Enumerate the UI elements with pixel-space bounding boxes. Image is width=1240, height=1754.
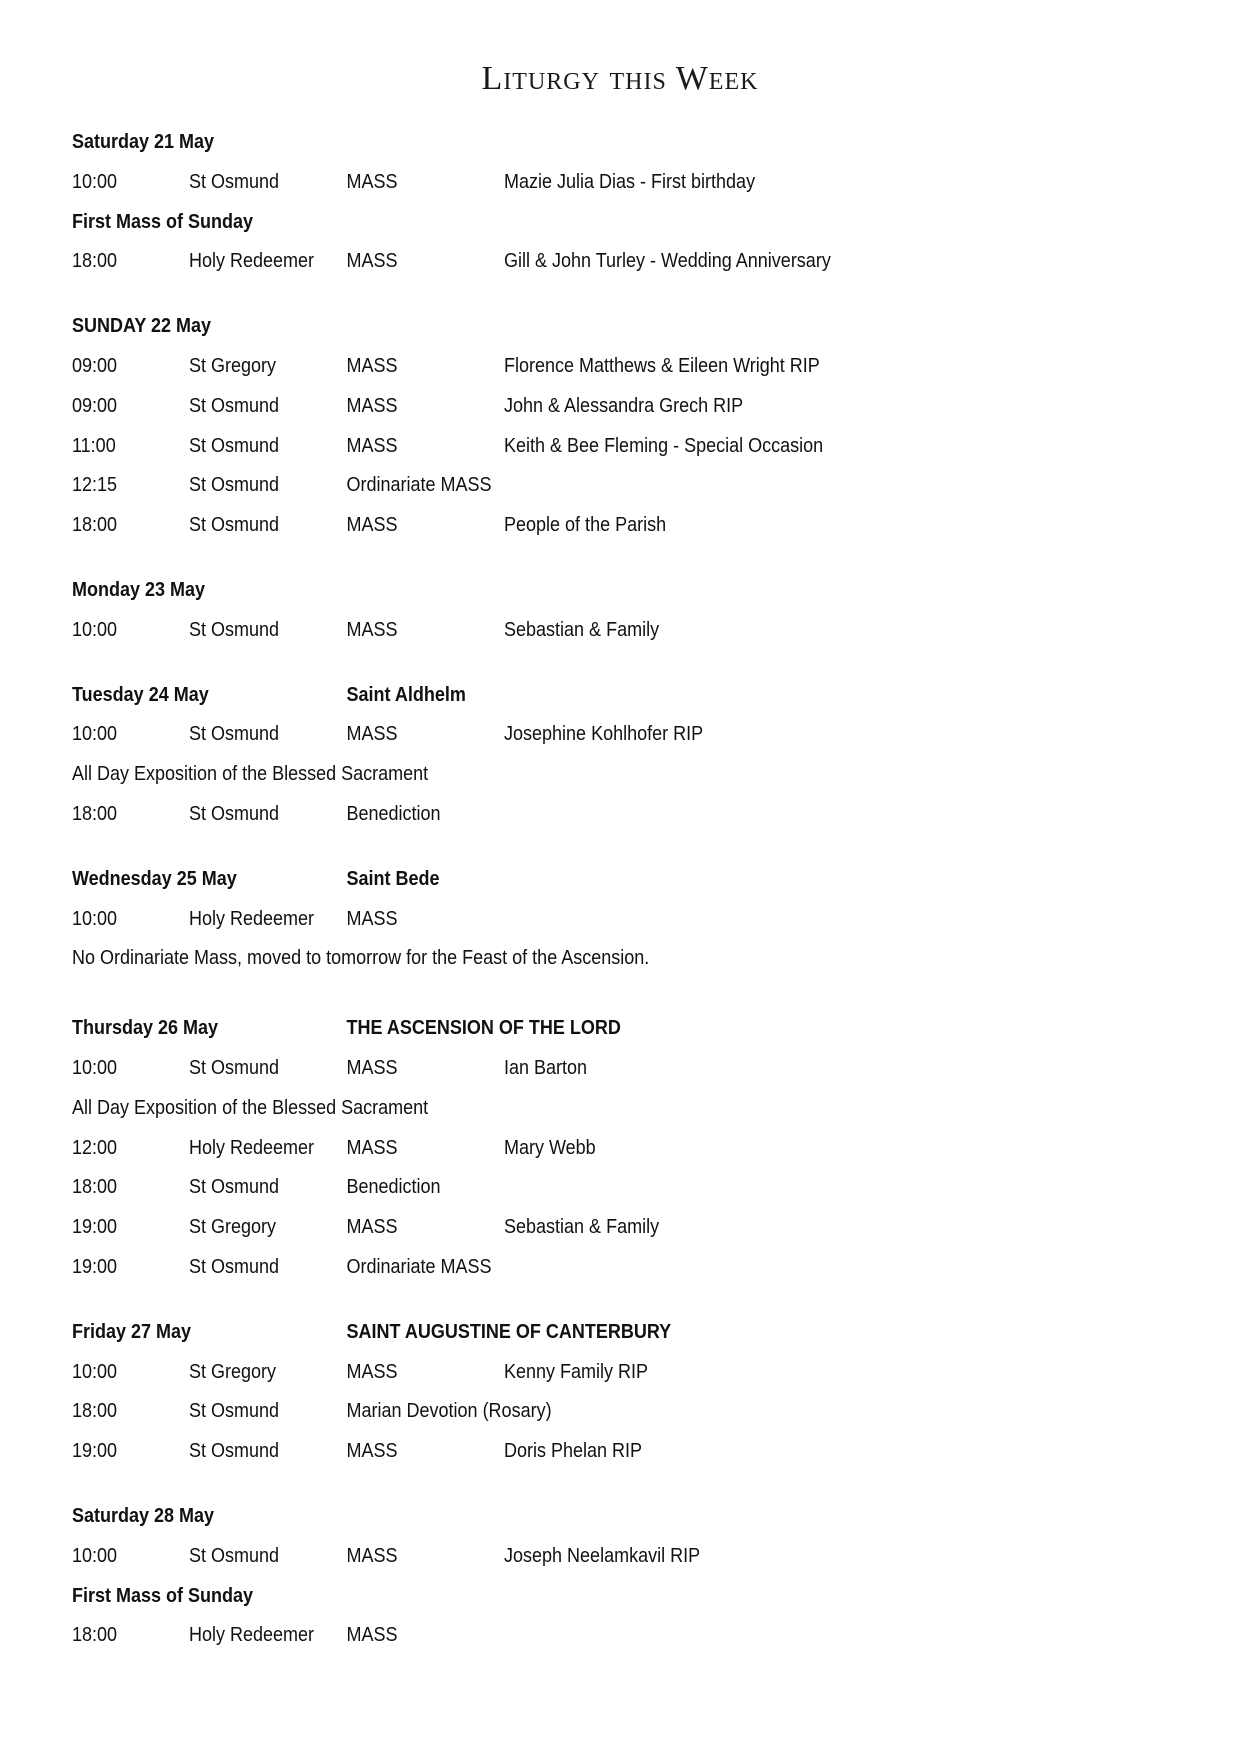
service-type: MASS (346, 1136, 398, 1159)
service-time: 10:00 (72, 1057, 118, 1079)
service-row (72, 431, 1062, 461)
service-row (72, 351, 1062, 381)
church-name: St Osmund (189, 1440, 280, 1463)
service-type: MASS (346, 394, 398, 417)
note-text: All Day Exposition of the Blessed Sacrament (72, 1096, 429, 1119)
day-heading: Monday 23 May (72, 579, 206, 601)
service-row (72, 719, 1062, 749)
service-time: 11:00 (72, 434, 116, 457)
service-type: MASS (346, 723, 398, 746)
note-row (72, 1093, 1062, 1123)
service-row (72, 615, 1062, 645)
service-type: MASS (346, 1360, 398, 1383)
service-time: 10:00 (72, 723, 118, 746)
church-name: Holy Redeemer (189, 250, 315, 273)
day-heading-row (72, 680, 1062, 710)
service-row (72, 1620, 1062, 1650)
note-row (72, 943, 1062, 973)
service-type: MASS (346, 434, 398, 457)
service-type: Marian Devotion (Rosary) (346, 1400, 552, 1423)
day-heading: Wednesday 25 May (72, 867, 237, 890)
service-type: Ordinariate MASS (346, 1256, 492, 1278)
mass-intention: Sebastian & Family (504, 1216, 660, 1239)
service-row (72, 904, 1062, 934)
subheading: First Mass of Sunday (72, 210, 254, 233)
service-time: 18:00 (72, 803, 118, 825)
mass-intention: Gill & John Turley - Wedding Anniversary (504, 250, 831, 273)
service-row (72, 1436, 1062, 1466)
service-time: 10:00 (72, 1544, 118, 1567)
day-heading: Tuesday 24 May (72, 683, 209, 706)
service-row (72, 1133, 1062, 1163)
subheading: First Mass of Sunday (72, 1584, 254, 1607)
subheading-row (72, 1581, 1062, 1611)
service-time: 18:00 (72, 250, 118, 273)
service-row (72, 246, 1062, 276)
church-name: St Osmund (189, 394, 280, 417)
church-name: St Osmund (189, 803, 280, 825)
service-row (72, 1252, 1062, 1282)
feast-name: THE ASCENSION OF THE LORD (346, 1017, 621, 1040)
day-heading: SUNDAY 22 May (72, 315, 212, 338)
note-text: No Ordinariate Mass, moved to tomorrow for the Feast of the Ascension. (72, 947, 650, 970)
service-time: 10:00 (72, 170, 118, 193)
mass-intention: John & Alessandra Grech RIP (504, 394, 744, 417)
church-name: St Osmund (189, 723, 280, 746)
church-name: St Osmund (189, 434, 280, 457)
service-type: MASS (346, 1057, 398, 1079)
service-row (72, 799, 1062, 829)
mass-intention: Sebastian & Family (504, 618, 660, 641)
mass-intention: Mazie Julia Dias - First birthday (504, 170, 756, 193)
mass-intention: Joseph Neelamkavil RIP (504, 1544, 701, 1567)
service-row (72, 470, 1062, 500)
feast-name: Saint Aldhelm (346, 683, 466, 706)
service-row (72, 391, 1062, 421)
mass-intention: Doris Phelan RIP (504, 1440, 643, 1463)
service-row (72, 510, 1062, 540)
note-row (72, 759, 1062, 789)
service-row (72, 1172, 1062, 1202)
day-heading-row (72, 1013, 1062, 1043)
church-name: St Osmund (189, 1057, 280, 1079)
service-time: 18:00 (72, 1624, 118, 1647)
church-name: St Osmund (189, 1256, 280, 1278)
service-time: 10:00 (72, 1360, 118, 1383)
service-row (72, 1357, 1062, 1387)
feast-name: SAINT AUGUSTINE OF CANTERBURY (346, 1320, 672, 1343)
service-row (72, 1541, 1062, 1571)
day-heading: Friday 27 May (72, 1320, 192, 1343)
service-type: MASS (346, 514, 398, 537)
church-name: St Osmund (189, 170, 280, 193)
service-type: MASS (346, 1624, 398, 1647)
service-row (72, 1396, 1062, 1426)
mass-intention: Kenny Family RIP (504, 1360, 649, 1383)
day-heading-row (72, 575, 1062, 605)
page-title: Liturgy this Week (481, 60, 759, 97)
service-type: Ordinariate MASS (346, 474, 492, 497)
day-heading: Saturday 28 May (72, 1505, 215, 1527)
day-heading-row (72, 311, 1062, 341)
service-time: 18:00 (72, 514, 118, 537)
note-text: All Day Exposition of the Blessed Sacrament (72, 763, 429, 786)
church-name: St Osmund (189, 514, 280, 537)
day-heading-row (72, 864, 1062, 894)
service-time: 12:15 (72, 474, 118, 497)
mass-intention: Josephine Kohlhofer RIP (504, 723, 704, 746)
church-name: St Osmund (189, 1176, 280, 1199)
service-time: 09:00 (72, 394, 118, 417)
day-heading: Saturday 21 May (72, 131, 215, 153)
church-name: Holy Redeemer (189, 1624, 315, 1647)
church-name: Holy Redeemer (189, 907, 315, 930)
day-heading-row (72, 1317, 1062, 1347)
service-type: Benediction (346, 803, 441, 825)
church-name: St Osmund (189, 1400, 280, 1423)
service-type: MASS (346, 618, 398, 641)
service-row (72, 1212, 1062, 1242)
service-type: MASS (346, 1216, 398, 1239)
service-time: 09:00 (72, 355, 118, 377)
service-time: 12:00 (72, 1136, 118, 1159)
service-type: MASS (346, 1440, 398, 1463)
mass-intention: Mary Webb (504, 1136, 596, 1159)
church-name: St Gregory (189, 1360, 277, 1383)
service-type: Benediction (346, 1176, 441, 1199)
mass-intention: Florence Matthews & Eileen Wright RIP (504, 355, 820, 377)
mass-intention: People of the Parish (504, 514, 667, 537)
service-type: MASS (346, 250, 398, 273)
day-heading-row (72, 127, 1062, 157)
service-row (72, 1053, 1062, 1083)
service-time: 19:00 (72, 1440, 118, 1463)
service-time: 18:00 (72, 1400, 118, 1423)
mass-intention: Keith & Bee Fleming - Special Occasion (504, 434, 824, 457)
day-heading: Thursday 26 May (72, 1017, 219, 1040)
church-name: Holy Redeemer (189, 1136, 315, 1159)
service-time: 10:00 (72, 907, 118, 930)
day-heading-row (72, 1501, 1062, 1531)
service-time: 19:00 (72, 1256, 118, 1278)
service-type: MASS (346, 907, 398, 930)
service-type: MASS (346, 355, 398, 377)
feast-name: Saint Bede (346, 867, 440, 890)
service-type: MASS (346, 1544, 398, 1567)
subheading-row (72, 207, 1062, 237)
church-name: St Osmund (189, 1544, 280, 1567)
church-name: St Osmund (189, 618, 280, 641)
church-name: St Gregory (189, 355, 277, 377)
service-row (72, 167, 1062, 197)
church-name: St Gregory (189, 1216, 277, 1239)
service-type: MASS (346, 170, 398, 193)
service-time: 18:00 (72, 1176, 118, 1199)
service-time: 19:00 (72, 1216, 118, 1239)
church-name: St Osmund (189, 474, 280, 497)
mass-intention: Ian Barton (504, 1057, 588, 1079)
service-time: 10:00 (72, 618, 118, 641)
